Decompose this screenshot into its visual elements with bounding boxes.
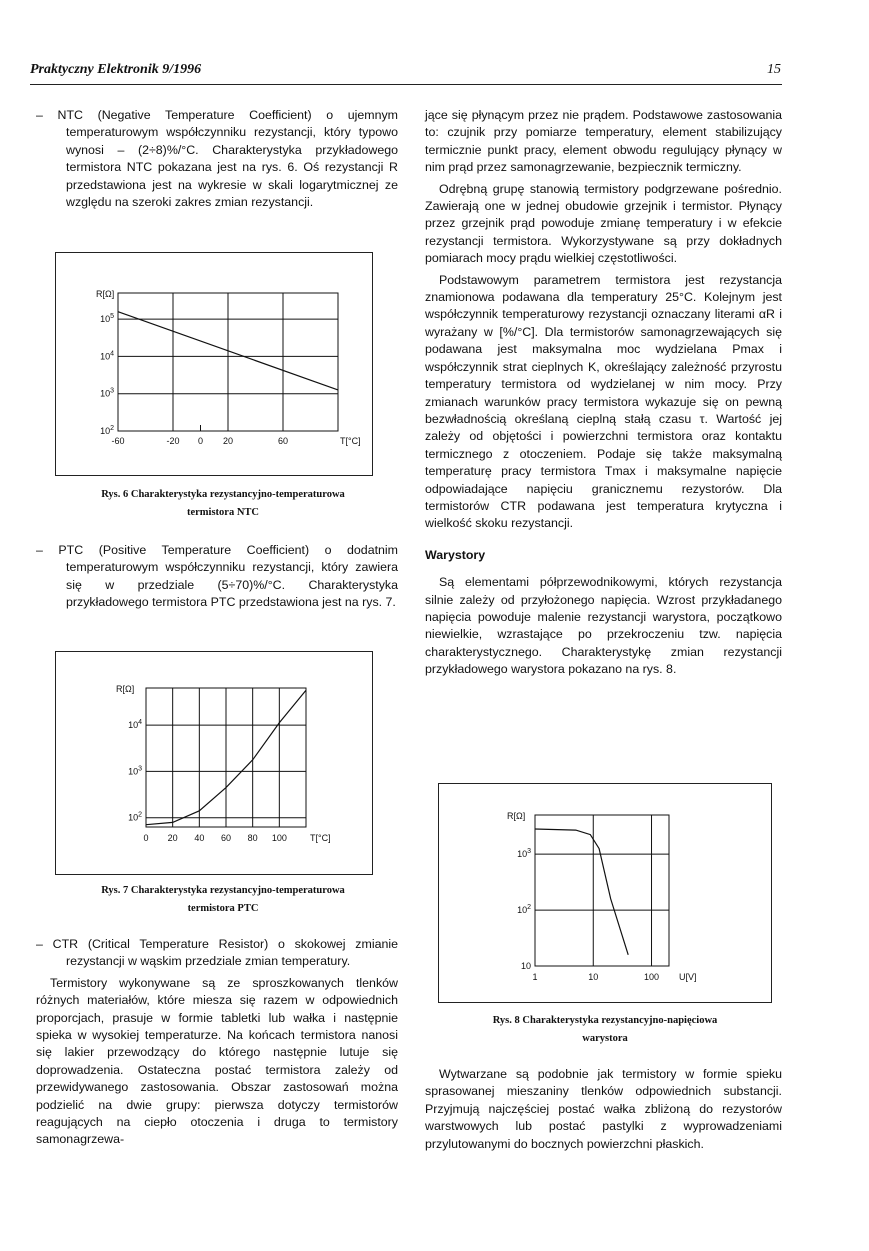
page-number: 15 <box>767 62 781 77</box>
ntc-paragraph: – NTC (Negative Temperature Coefficient) o ujemnym temperaturowym współczynniku rezystancji, który typowo wynosi – (2÷8)%/°C. Charakterystyka przykładowego termistora NTC pokazana jest na rys. 6. Oś rezystancji R przedstawiona jest na wykresie w skali logarytmicznej ze względu na szeroki zakres zmian rezystancji. <box>36 108 398 210</box>
caption-7-line2: termistora PTC <box>187 903 259 914</box>
caption-6-line2: termistora NTC <box>186 507 260 518</box>
header-rule <box>30 84 782 85</box>
ctr-paragraph: – CTR (Critical Temperature Resistor) o skokowej zmianie rezystancji w wąskim przedziale zmian temperatury. <box>36 937 398 969</box>
y-tick-label: $10^2$ <box>128 811 142 823</box>
caption-7-line1: Rys. 7 Charakterystyka rezystancyjno-temperaturowa <box>101 885 345 896</box>
right-p4: Są elementami półprzewodnikowymi, których rezystancja silnie zależy od przyłożonego napięcia. Wzrost przykładanego napięcia powoduje malenie rezystancji warystora, początkowo niewielkie, wzrastające po przekroczeniu tzw. napięcia charakterystycznego. Charakterystykę zmian rezystancji przykładowego warystora pokazano na rys. 8. <box>425 575 782 677</box>
x-tick-label: 40 <box>194 833 205 843</box>
x-tick-label: 1 <box>532 972 538 982</box>
y-tick-label: $10^3$ <box>100 387 114 399</box>
y-axis-label: R[Ω] <box>507 811 526 821</box>
right-col-bottom <box>425 1066 782 1157</box>
caption-6-line1: Rys. 6 Charakterystyka rezystancyjno-temperaturowa <box>101 489 345 500</box>
x-axis-label: T[°C] <box>340 436 361 446</box>
chart-ntc <box>56 253 372 475</box>
x-tick-label: 20 <box>167 833 178 843</box>
x-tick-label: 20 <box>222 436 234 446</box>
y-axis-label: R[Ω] <box>116 684 135 694</box>
y-tick-label: $10^4$ <box>128 719 142 731</box>
right-p5: Wytwarzane są podobnie jak termistory w formie spieku sprasowanej mieszaniny tlenków odpowiednich substancji. Przyjmują najczęściej postać wałka zbliżoną do rezystorów warstwowych lub postać pastylki z wyprowadzeniami przylutowanymi do bocznych powierzchni płaskich. <box>425 1067 782 1151</box>
termistory-paragraph: Termistory wykonywane są ze sproszkowanych tlenków różnych materiałów, które miesza się razem w odpowiednich proporcjach, prasuje w formie tabletki lub wałka i następnie spieka w wysokiej temperaturze. Na końcach termistora nanosi się lakier przewodzący do którego następnie lutuje się doprowadzenia. Ostateczna postać termistora zależy od przewidywanego zastosowania. Obszar zastosowań można podzielić na dwie grupy: pierwsza dotyczy termistorów reagujących na ciepło otoczenia i druga to termistory samonagrzewa- <box>36 975 398 1147</box>
caption-8-line1: Rys. 8 Charakterystyka rezystancyjno-napięciowa <box>492 1015 718 1026</box>
x-tick-label: 60 <box>277 436 289 446</box>
figure-7-caption <box>30 882 416 918</box>
y-tick-label: $10^2$ <box>100 425 114 436</box>
left-col-mid <box>36 542 398 616</box>
chart-ptc <box>56 652 372 874</box>
figure-8 <box>438 783 772 1003</box>
section-heading-warystory: Warystory <box>425 547 486 562</box>
x-axis-label: T[°C] <box>310 833 331 843</box>
x-tick-label: 100 <box>271 833 287 843</box>
y-tick-label: $10^3$ <box>517 848 531 860</box>
figure-8-caption <box>420 1012 790 1048</box>
varistor-series-line <box>535 829 628 955</box>
x-tick-label: -60 <box>111 436 125 446</box>
y-axis-label: R[Ω] <box>96 289 115 299</box>
figure-7 <box>55 651 373 875</box>
y-tick-label: $10^5$ <box>100 313 114 325</box>
chart-varistor <box>439 784 771 1002</box>
y-tick-label: $10^2$ <box>517 904 531 916</box>
x-tick-label: 10 <box>588 972 599 982</box>
ptc-paragraph: – PTC (Positive Temperature Coefficient) o dodatnim temperaturowym współczynniku rezystancji, który zawiera się w przedziale (5÷70)%/°C. Charakterystyka przykładowego termistora PTC przedstawiona jest na rys. 7. <box>36 543 398 610</box>
right-p1: jące się płynącym przez nie prądem. Podstawowe zastosowania to: czujnik przy pomiarze temperatury, element stabilizujący termicznie punkt pracy, element obwodu regulujący płynący w nim prąd przez samonagrzewanie, bezpiecznik termiczny. <box>425 108 782 175</box>
right-p2: Odrębną grupę stanowią termistory podgrzewane pośrednio. Zawierają one w jednej obudowie grzejnik i termistor. Płynący przez grzejnik prąd powoduje zmianę temperatury i w efekcie rezystancji termistora. Wykorzystywane są przy dokładnych pomiarach mocy prądu wielkiej częstotliwości. <box>425 181 782 266</box>
x-tick-label: 80 <box>247 833 258 843</box>
figure-6 <box>55 252 373 476</box>
x-axis-label: U[V] <box>679 972 697 982</box>
x-tick-label: -20 <box>166 436 180 446</box>
journal-title: Praktyczny Elektronik 9/1996 <box>30 62 202 77</box>
right-p3: Podstawowym parametrem termistora jest rezystancja znamionowa podawana dla temperatury 25°C. Kolejnym jest współczynnik temperaturowy rezystancji oznaczany literami αR i wyrażany w [%/°C]. Dla termistorów samonagrzewających się podawana jest maksymalna moc wydzielana Pmax i współczynnik strat cieplnych K, określający zależność przyrostu temperatury termistora od wydzielanej w nim mocy. Przy zmianach warunków pracy termistora wykazuje się on pewną bezwładnością określaną cieplną stałą czasu τ. Wartość jej zależy od objętości i powierzchni termistora oraz kontaktu termicznego z otoczeniem. Podaje się także maksymalną temperaturę pracy termistora Tmax i maksymalne napięcie odpowiadające napięciu granicznemu rezystorów. Dla termistorów CTR podawana jest temperatura krytyczna i wielkość skoku rezystancji. <box>425 272 782 531</box>
x-tick-label: 0 <box>197 436 204 446</box>
plot-frame <box>535 815 669 966</box>
left-col-top <box>36 107 398 215</box>
y-tick-label: $10^3$ <box>128 765 142 777</box>
x-tick-label: 100 <box>644 972 660 982</box>
caption-8-line2: warystora <box>582 1033 628 1044</box>
y-tick-label: 10 <box>520 961 531 971</box>
right-col-top <box>425 107 782 683</box>
left-col-bottom <box>36 936 398 1153</box>
figure-6-caption <box>30 486 416 522</box>
y-tick-label: $10^4$ <box>100 350 114 362</box>
x-tick-label: 60 <box>220 833 232 843</box>
x-tick-label: 0 <box>143 833 149 843</box>
